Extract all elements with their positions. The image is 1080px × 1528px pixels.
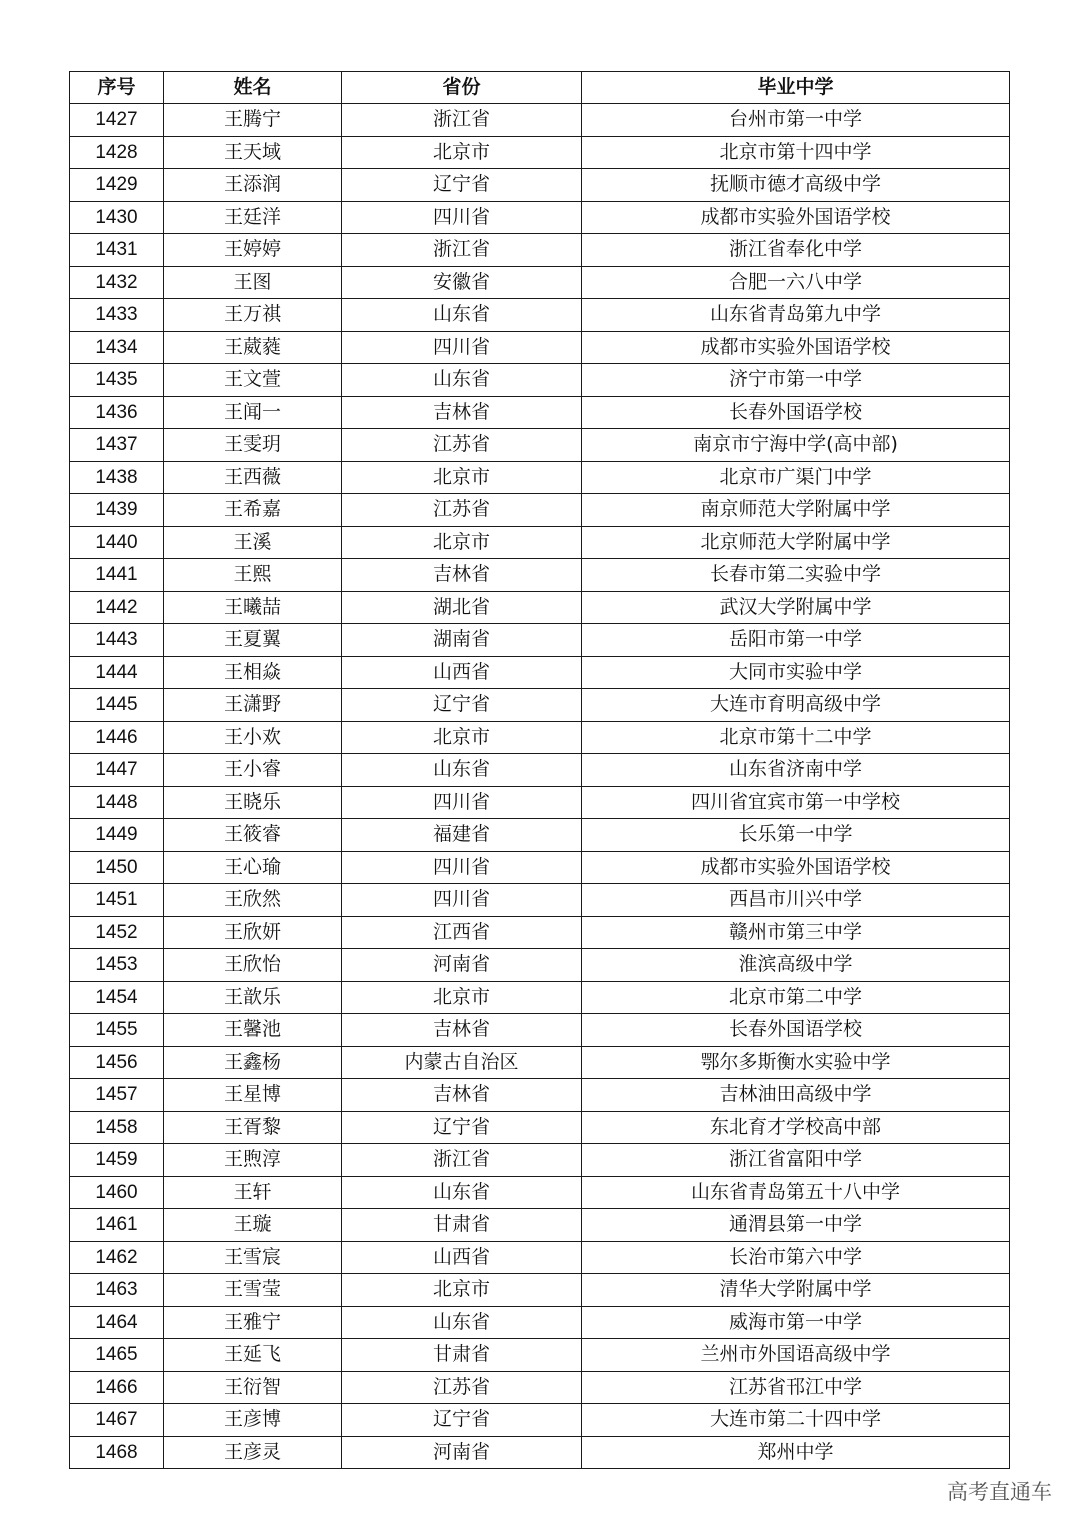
table-row [70, 1209, 1010, 1242]
cell-name: 王西薇 [164, 461, 342, 494]
cell-school: 鄂尔多斯衡水实验中学 [582, 1046, 1010, 1079]
header-row [70, 72, 1010, 104]
cell-serial: 1435 [70, 364, 164, 397]
cell-serial: 1445 [70, 689, 164, 722]
cell-school: 清华大学附属中学 [582, 1274, 1010, 1307]
cell-school: 浙江省富阳中学 [582, 1144, 1010, 1177]
table-row [70, 916, 1010, 949]
cell-serial: 1442 [70, 591, 164, 624]
cell-school: 大连市第二十四中学 [582, 1404, 1010, 1437]
cell-school: 北京市第十四中学 [582, 136, 1010, 169]
cell-province: 四川省 [342, 201, 582, 234]
cell-serial: 1457 [70, 1079, 164, 1112]
cell-serial: 1448 [70, 786, 164, 819]
cell-province: 河南省 [342, 949, 582, 982]
cell-serial: 1463 [70, 1274, 164, 1307]
cell-name: 王小欢 [164, 721, 342, 754]
cell-province: 四川省 [342, 331, 582, 364]
cell-name: 王曦喆 [164, 591, 342, 624]
cell-province: 江苏省 [342, 494, 582, 527]
table-row [70, 429, 1010, 462]
cell-province: 江苏省 [342, 1371, 582, 1404]
cell-school: 大连市育明高级中学 [582, 689, 1010, 722]
cell-serial: 1449 [70, 819, 164, 852]
table-row [70, 299, 1010, 332]
cell-name: 王希嘉 [164, 494, 342, 527]
cell-serial: 1464 [70, 1306, 164, 1339]
cell-province: 辽宁省 [342, 1111, 582, 1144]
cell-school: 长春外国语学校 [582, 1014, 1010, 1047]
cell-name: 王筱睿 [164, 819, 342, 852]
cell-serial: 1468 [70, 1436, 164, 1469]
table-row [70, 201, 1010, 234]
table-row [70, 786, 1010, 819]
cell-name: 王熙 [164, 559, 342, 592]
cell-name: 王雪宸 [164, 1241, 342, 1274]
cell-province: 山东省 [342, 1306, 582, 1339]
table-row [70, 754, 1010, 787]
cell-school: 通渭县第一中学 [582, 1209, 1010, 1242]
cell-serial: 1434 [70, 331, 164, 364]
cell-serial: 1459 [70, 1144, 164, 1177]
table-row [70, 656, 1010, 689]
cell-name: 王添润 [164, 169, 342, 202]
cell-school: 大同市实验中学 [582, 656, 1010, 689]
table-row [70, 1436, 1010, 1469]
cell-province: 江苏省 [342, 429, 582, 462]
cell-name: 王煦淳 [164, 1144, 342, 1177]
cell-province: 山东省 [342, 299, 582, 332]
table-row [70, 331, 1010, 364]
cell-school: 长乐第一中学 [582, 819, 1010, 852]
cell-province: 湖南省 [342, 624, 582, 657]
table-row [70, 689, 1010, 722]
cell-province: 浙江省 [342, 1144, 582, 1177]
header-province: 省份 [342, 72, 582, 104]
watermark-text: 高考直通车 [947, 1480, 1052, 1504]
cell-name: 王星博 [164, 1079, 342, 1112]
cell-school: 武汉大学附属中学 [582, 591, 1010, 624]
table-row [70, 1046, 1010, 1079]
cell-name: 王腾宁 [164, 104, 342, 137]
table-row [70, 104, 1010, 137]
cell-name: 王相焱 [164, 656, 342, 689]
cell-province: 吉林省 [342, 396, 582, 429]
cell-school: 南京市宁海中学(高中部) [582, 429, 1010, 462]
roster-table [69, 71, 1010, 1469]
table-row [70, 1371, 1010, 1404]
cell-name: 王轩 [164, 1176, 342, 1209]
cell-name: 王图 [164, 266, 342, 299]
table-body [70, 104, 1010, 1469]
cell-province: 浙江省 [342, 234, 582, 267]
cell-province: 山东省 [342, 754, 582, 787]
cell-name: 王文萱 [164, 364, 342, 397]
cell-name: 王雪莹 [164, 1274, 342, 1307]
cell-serial: 1437 [70, 429, 164, 462]
cell-province: 山东省 [342, 1176, 582, 1209]
cell-serial: 1446 [70, 721, 164, 754]
table-row [70, 1306, 1010, 1339]
table-row [70, 851, 1010, 884]
cell-serial: 1453 [70, 949, 164, 982]
cell-serial: 1460 [70, 1176, 164, 1209]
cell-school: 郑州中学 [582, 1436, 1010, 1469]
cell-serial: 1428 [70, 136, 164, 169]
cell-name: 王衍智 [164, 1371, 342, 1404]
cell-serial: 1438 [70, 461, 164, 494]
cell-serial: 1452 [70, 916, 164, 949]
cell-serial: 1436 [70, 396, 164, 429]
cell-province: 浙江省 [342, 104, 582, 137]
cell-name: 王彦博 [164, 1404, 342, 1437]
cell-province: 四川省 [342, 851, 582, 884]
roster-table-container [69, 71, 1009, 1469]
cell-serial: 1467 [70, 1404, 164, 1437]
cell-school: 抚顺市德才高级中学 [582, 169, 1010, 202]
cell-serial: 1458 [70, 1111, 164, 1144]
cell-school: 济宁市第一中学 [582, 364, 1010, 397]
cell-name: 王彦灵 [164, 1436, 342, 1469]
cell-name: 王心瑜 [164, 851, 342, 884]
table-row [70, 949, 1010, 982]
cell-serial: 1443 [70, 624, 164, 657]
cell-serial: 1430 [70, 201, 164, 234]
cell-province: 福建省 [342, 819, 582, 852]
cell-name: 王闻一 [164, 396, 342, 429]
header-school: 毕业中学 [582, 72, 1010, 104]
cell-serial: 1444 [70, 656, 164, 689]
cell-school: 山东省青岛第五十八中学 [582, 1176, 1010, 1209]
cell-province: 辽宁省 [342, 1404, 582, 1437]
cell-province: 辽宁省 [342, 689, 582, 722]
cell-province: 江西省 [342, 916, 582, 949]
cell-province: 北京市 [342, 721, 582, 754]
cell-serial: 1461 [70, 1209, 164, 1242]
cell-province: 北京市 [342, 461, 582, 494]
table-row [70, 1241, 1010, 1274]
cell-name: 王雅宁 [164, 1306, 342, 1339]
cell-serial: 1433 [70, 299, 164, 332]
cell-province: 甘肃省 [342, 1339, 582, 1372]
cell-school: 北京市第二中学 [582, 981, 1010, 1014]
table-row [70, 1014, 1010, 1047]
cell-school: 成都市实验外国语学校 [582, 331, 1010, 364]
header-serial: 序号 [70, 72, 164, 104]
cell-name: 王馨池 [164, 1014, 342, 1047]
cell-province: 安徽省 [342, 266, 582, 299]
cell-province: 甘肃省 [342, 1209, 582, 1242]
cell-name: 王晓乐 [164, 786, 342, 819]
cell-province: 四川省 [342, 884, 582, 917]
cell-school: 山东省济南中学 [582, 754, 1010, 787]
cell-school: 南京师范大学附属中学 [582, 494, 1010, 527]
cell-serial: 1451 [70, 884, 164, 917]
cell-name: 王溪 [164, 526, 342, 559]
table-row [70, 624, 1010, 657]
table-header [70, 72, 1010, 104]
cell-name: 王小睿 [164, 754, 342, 787]
cell-name: 王延飞 [164, 1339, 342, 1372]
cell-province: 吉林省 [342, 1014, 582, 1047]
cell-school: 西昌市川兴中学 [582, 884, 1010, 917]
table-row [70, 461, 1010, 494]
cell-serial: 1447 [70, 754, 164, 787]
cell-serial: 1454 [70, 981, 164, 1014]
table-row [70, 396, 1010, 429]
cell-province: 北京市 [342, 981, 582, 1014]
table-row [70, 1339, 1010, 1372]
cell-province: 湖北省 [342, 591, 582, 624]
cell-school: 威海市第一中学 [582, 1306, 1010, 1339]
header-name: 姓名 [164, 72, 342, 104]
table-row [70, 884, 1010, 917]
cell-name: 王欣妍 [164, 916, 342, 949]
cell-name: 王歆乐 [164, 981, 342, 1014]
cell-name: 王雯玥 [164, 429, 342, 462]
cell-serial: 1441 [70, 559, 164, 592]
table-row [70, 266, 1010, 299]
cell-school: 长春市第二实验中学 [582, 559, 1010, 592]
cell-name: 王夏翼 [164, 624, 342, 657]
cell-name: 王天域 [164, 136, 342, 169]
table-row [70, 1144, 1010, 1177]
cell-name: 王廷洋 [164, 201, 342, 234]
cell-name: 王万祺 [164, 299, 342, 332]
cell-province: 内蒙古自治区 [342, 1046, 582, 1079]
cell-province: 山西省 [342, 1241, 582, 1274]
cell-name: 王胥黎 [164, 1111, 342, 1144]
cell-serial: 1432 [70, 266, 164, 299]
table-row [70, 559, 1010, 592]
table-row [70, 234, 1010, 267]
cell-province: 山东省 [342, 364, 582, 397]
cell-serial: 1450 [70, 851, 164, 884]
cell-school: 台州市第一中学 [582, 104, 1010, 137]
cell-serial: 1439 [70, 494, 164, 527]
cell-province: 辽宁省 [342, 169, 582, 202]
cell-name: 王璇 [164, 1209, 342, 1242]
cell-school: 东北育才学校高中部 [582, 1111, 1010, 1144]
cell-serial: 1456 [70, 1046, 164, 1079]
cell-province: 四川省 [342, 786, 582, 819]
table-row [70, 721, 1010, 754]
cell-serial: 1462 [70, 1241, 164, 1274]
cell-province: 山西省 [342, 656, 582, 689]
cell-school: 江苏省邗江中学 [582, 1371, 1010, 1404]
cell-school: 合肥一六八中学 [582, 266, 1010, 299]
cell-province: 吉林省 [342, 1079, 582, 1112]
cell-name: 王潇野 [164, 689, 342, 722]
cell-school: 成都市实验外国语学校 [582, 851, 1010, 884]
cell-school: 四川省宜宾市第一中学校 [582, 786, 1010, 819]
cell-serial: 1465 [70, 1339, 164, 1372]
cell-serial: 1429 [70, 169, 164, 202]
cell-school: 北京市第十二中学 [582, 721, 1010, 754]
table-row [70, 494, 1010, 527]
cell-school: 吉林油田高级中学 [582, 1079, 1010, 1112]
cell-serial: 1466 [70, 1371, 164, 1404]
cell-name: 王欣然 [164, 884, 342, 917]
cell-province: 北京市 [342, 136, 582, 169]
cell-name: 王葳蕤 [164, 331, 342, 364]
cell-serial: 1427 [70, 104, 164, 137]
cell-name: 王鑫杨 [164, 1046, 342, 1079]
cell-province: 吉林省 [342, 559, 582, 592]
cell-province: 河南省 [342, 1436, 582, 1469]
cell-name: 王婷婷 [164, 234, 342, 267]
cell-province: 北京市 [342, 526, 582, 559]
cell-school: 北京师范大学附属中学 [582, 526, 1010, 559]
cell-serial: 1440 [70, 526, 164, 559]
cell-serial: 1455 [70, 1014, 164, 1047]
cell-school: 长春外国语学校 [582, 396, 1010, 429]
table-row [70, 591, 1010, 624]
cell-school: 山东省青岛第九中学 [582, 299, 1010, 332]
cell-school: 兰州市外国语高级中学 [582, 1339, 1010, 1372]
table-row [70, 1111, 1010, 1144]
cell-name: 王欣怡 [164, 949, 342, 982]
cell-school: 赣州市第三中学 [582, 916, 1010, 949]
cell-school: 浙江省奉化中学 [582, 234, 1010, 267]
cell-school: 淮滨高级中学 [582, 949, 1010, 982]
table-row [70, 526, 1010, 559]
table-row [70, 136, 1010, 169]
cell-school: 北京市广渠门中学 [582, 461, 1010, 494]
cell-province: 北京市 [342, 1274, 582, 1307]
cell-school: 成都市实验外国语学校 [582, 201, 1010, 234]
table-row [70, 981, 1010, 1014]
table-row [70, 169, 1010, 202]
cell-school: 岳阳市第一中学 [582, 624, 1010, 657]
cell-school: 长治市第六中学 [582, 1241, 1010, 1274]
table-row [70, 819, 1010, 852]
table-row [70, 1404, 1010, 1437]
table-row [70, 364, 1010, 397]
cell-serial: 1431 [70, 234, 164, 267]
table-row [70, 1274, 1010, 1307]
table-row [70, 1176, 1010, 1209]
table-row [70, 1079, 1010, 1112]
